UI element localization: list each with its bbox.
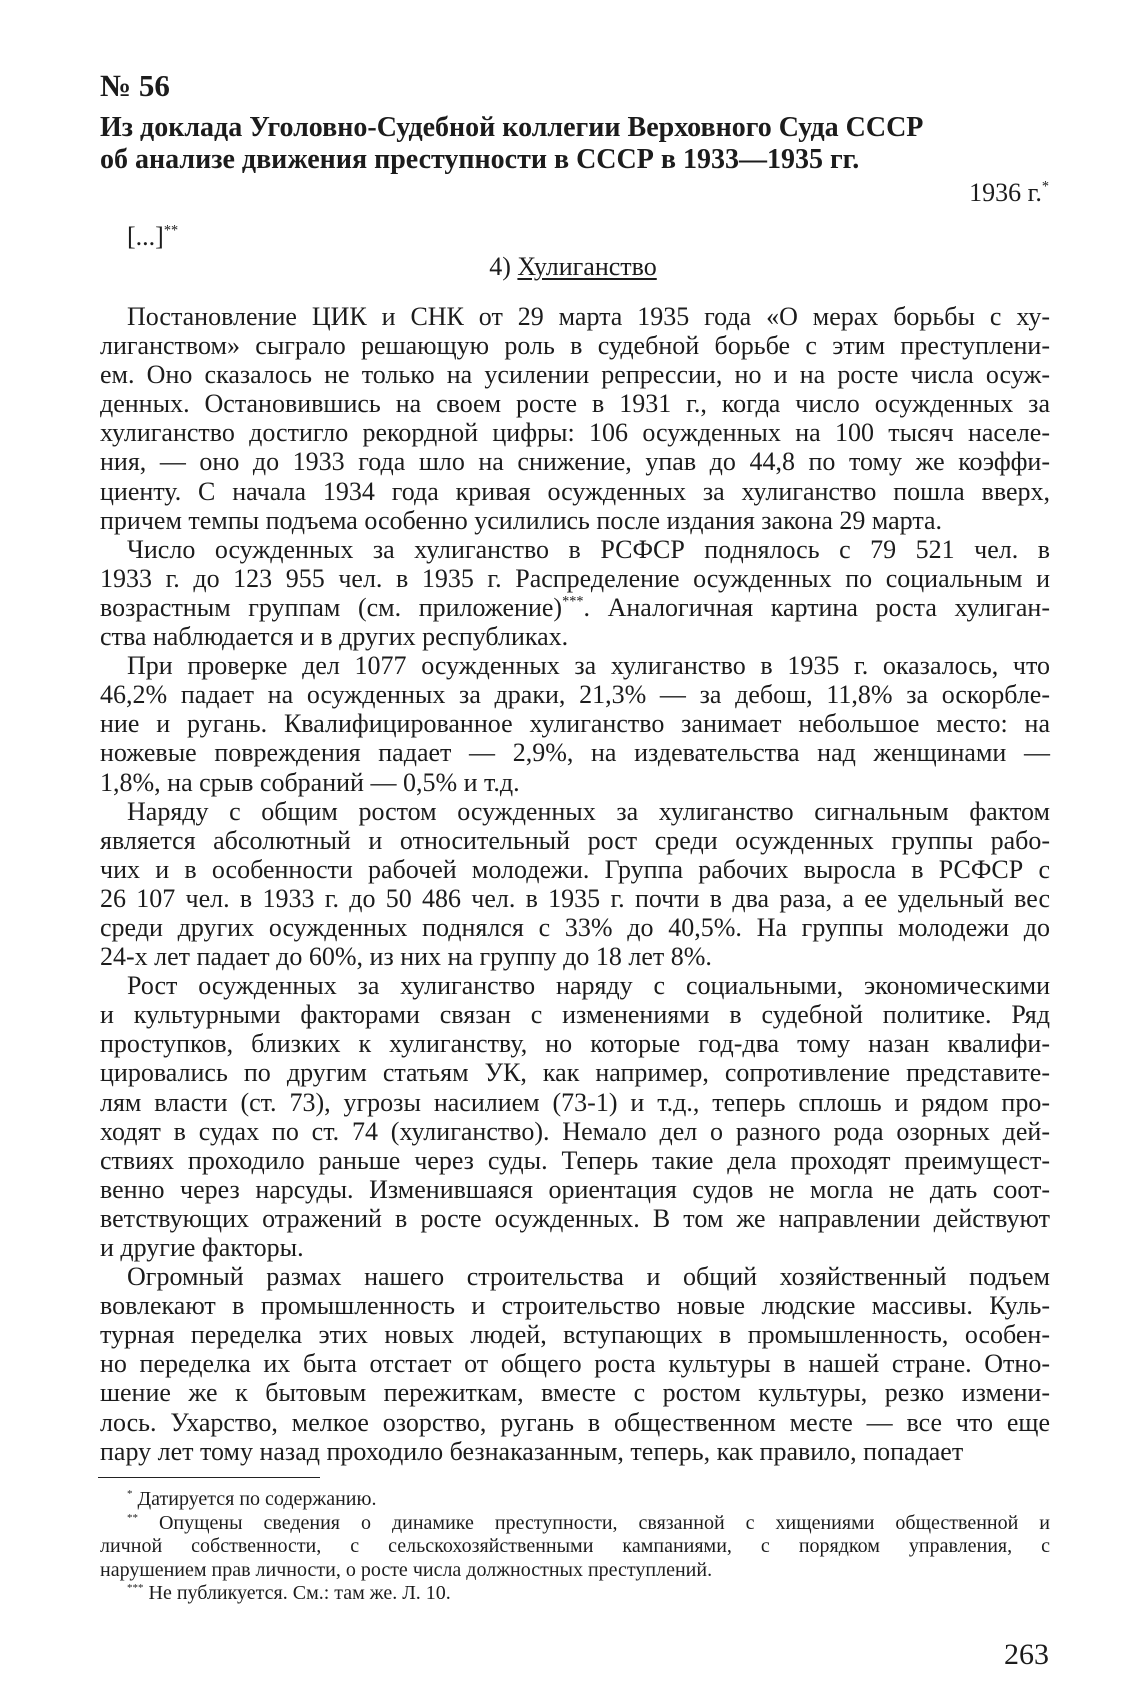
footnote-line bbox=[100, 1582, 1050, 1606]
omission-text: [...] bbox=[127, 222, 164, 251]
text-line: турная переделка этих новых людей, вступающих в промышленность, особен- bbox=[100, 1320, 1050, 1350]
line-segment: возрастным группам (см. приложение) bbox=[100, 592, 563, 622]
text-line: но переделка их быта отстает от общего роста культуры в нашей стране. Отно- bbox=[100, 1349, 1050, 1379]
omission-marker bbox=[127, 222, 178, 252]
text-line: циенту. С начала 1934 года кривая осужденных за хулиганство пошла вверх, bbox=[100, 476, 1050, 506]
text-line: ем. Оно сказалось не только на усилении репрессии, но и на росте числа осуж- bbox=[100, 360, 1050, 390]
text-line: ние и ругань. Квалифицированное хулиганство занимает небольшое место: на bbox=[100, 709, 1050, 739]
paragraph bbox=[100, 651, 1050, 796]
footnote-text: Не публикуется. См.: там же. Л. 10. bbox=[148, 1582, 451, 1604]
page-number: 263 bbox=[1004, 1638, 1049, 1671]
date-text: 1936 г. bbox=[969, 178, 1042, 207]
footnote-text: Опущены сведения о динамике преступности, связанной с хищениями общественной и bbox=[158, 1511, 1050, 1534]
text-line: и другие факторы. bbox=[100, 1233, 304, 1262]
text-line: причем темпы подъема особенно усилились после издания закона 29 марта. bbox=[100, 505, 943, 535]
text-line: проступков, близких к хулиганству, но которые год-два тому назан квалифи- bbox=[100, 1029, 1050, 1059]
paragraph bbox=[100, 797, 1050, 972]
footnote-line: нарушением прав личности, о росте числа должностных преступлений. bbox=[100, 1558, 713, 1581]
section-heading bbox=[0, 252, 1146, 282]
text-line: 26 107 чел. в 1933 г. до 50 486 чел. в 1935 г. почти в два раза, а ее удельный вес bbox=[100, 883, 1050, 913]
text-line: 1,8%, на срыв собраний — 0,5% и т.д. bbox=[100, 767, 520, 797]
text-line: венно через нарсуды. Изменившаяся ориентация судов не могла не дать соот- bbox=[100, 1174, 1050, 1204]
paragraph bbox=[100, 971, 1050, 1262]
text-line: ходят в судах по ст. 74 (хулиганство). Немало дел о разного рода озорных дей- bbox=[100, 1116, 1050, 1146]
text-line: ствиях проходило раньше через суды. Теперь такие дела проходят преимущест- bbox=[100, 1145, 1050, 1175]
body-text bbox=[100, 302, 1050, 1466]
text-line: ния, — оно до 1933 года шло на снижение, упав до 44,8 по тому же коэффи- bbox=[100, 447, 1050, 477]
section-number: 4) bbox=[489, 252, 511, 281]
footnote-mark: ** bbox=[127, 1511, 138, 1524]
text-line: 1933 г. до 123 955 чел. в 1935 г. Распределение осужденных по социальным и bbox=[100, 563, 1050, 593]
text-line: ства наблюдается и в других республиках. bbox=[100, 622, 569, 652]
footnote-mark: * bbox=[1041, 178, 1049, 195]
text-line: вовлекают в промышленность и строительство новые людские массивы. Куль- bbox=[100, 1291, 1050, 1321]
footnote bbox=[100, 1512, 1050, 1583]
text-line bbox=[100, 593, 1050, 622]
text-line: Наряду с общим ростом осужденных за хулиганство сигнальным фактом bbox=[127, 796, 1050, 826]
footnote-mark: * bbox=[127, 1487, 133, 1500]
text-line: и культурными факторами связан с изменениями в судебной политике. Ряд bbox=[100, 1000, 1050, 1030]
text-line: денных. Остановившись на своем росте в 1931 г., когда число осужденных за bbox=[100, 389, 1050, 419]
paragraph bbox=[100, 535, 1050, 651]
document-number: № 56 bbox=[100, 68, 170, 103]
footnote-mark: ** bbox=[163, 222, 179, 239]
text-line: 24-х лет падает до 60%, из них на группу до 18 лет 8%. bbox=[100, 942, 712, 972]
text-line: лям власти (ст. 73), угрозы насилием (73-1) и т.д., теперь сплошь и рядом про- bbox=[100, 1087, 1050, 1117]
paragraph bbox=[100, 1262, 1050, 1466]
text-line: шение же к бытовым пережиткам, вместе с ростом культуры, резко измени- bbox=[100, 1378, 1050, 1408]
text-line: Число осужденных за хулиганство в РСФСР поднялось с 79 521 чел. в bbox=[127, 534, 1050, 564]
footnote-text: Датируется по содержанию. bbox=[137, 1488, 377, 1510]
document-date bbox=[969, 178, 1049, 208]
footnote-line bbox=[100, 1512, 1050, 1536]
title-line: Из доклада Уголовно-Судебной коллегии Верховного Суда СССР bbox=[100, 112, 924, 143]
text-line: пару лет тому назад проходило безнаказанным, теперь, как правило, попадает bbox=[100, 1436, 964, 1466]
footnote bbox=[100, 1582, 1050, 1606]
text-line: лось. Ухарство, мелкое озорство, ругань в общественном месте — все что еще bbox=[100, 1407, 1050, 1437]
text-line: При проверке дел 1077 осужденных за хулиганство в 1935 г. оказалось, что bbox=[127, 651, 1050, 681]
footnote-line: личной собственности, с сельскохозяйственными кампаниями, с порядком управления, с bbox=[100, 1535, 1050, 1557]
text-line: лиганством» сыграло решающую роль в судебной борьбе с этим преступлени- bbox=[100, 331, 1050, 361]
section-title: Хулиганство bbox=[517, 252, 657, 281]
text-line: является абсолютный и относительный рост среди осужденных группы рабо- bbox=[100, 825, 1050, 855]
text-line: цировались по другим статьям УК, как например, сопротивление представите- bbox=[100, 1058, 1050, 1088]
text-line: ветствующих отражений в росте осужденных. В том же направлении действуют bbox=[100, 1203, 1050, 1233]
text-line: чих и в особенности рабочей молодежи. Группа рабочих выросла в РСФСР с bbox=[100, 854, 1050, 884]
text-line: Постановление ЦИК и СНК от 29 марта 1935 года «О мерах борьбы с ху- bbox=[127, 302, 1050, 331]
text-line: среди других осужденных поднялся с 33% до 40,5%. На группы молодежи до bbox=[100, 912, 1050, 942]
footnote-mark: *** bbox=[127, 1581, 144, 1594]
document-title bbox=[100, 112, 923, 176]
footnotes bbox=[100, 1488, 1050, 1606]
text-line: ножевые повреждения падает — 2,9%, на издевательства над женщинами — bbox=[100, 738, 1050, 768]
footnote-mark: *** bbox=[562, 593, 584, 610]
footnote-divider bbox=[98, 1477, 320, 1478]
footnote bbox=[100, 1488, 1050, 1512]
text-line: Рост осужденных за хулиганство наряду с социальными, экономическими bbox=[127, 971, 1050, 1001]
title-line: об анализе движения преступности в СССР в 1933—1935 гг. bbox=[100, 144, 860, 175]
text-line: Огромный размах нашего строительства и общий хозяйственный подъем bbox=[127, 1262, 1050, 1292]
line-segment: . Аналогичная картина роста хулиган- bbox=[583, 592, 1050, 622]
text-line: 46,2% падает на осужденных за драки, 21,3% — за дебош, 11,8% за оскорбле- bbox=[100, 680, 1050, 710]
text-line: хулиганство достигло рекордной цифры: 106 осужденных на 100 тысяч населе- bbox=[100, 418, 1050, 448]
paragraph bbox=[100, 302, 1050, 535]
footnote-line bbox=[100, 1488, 1050, 1512]
